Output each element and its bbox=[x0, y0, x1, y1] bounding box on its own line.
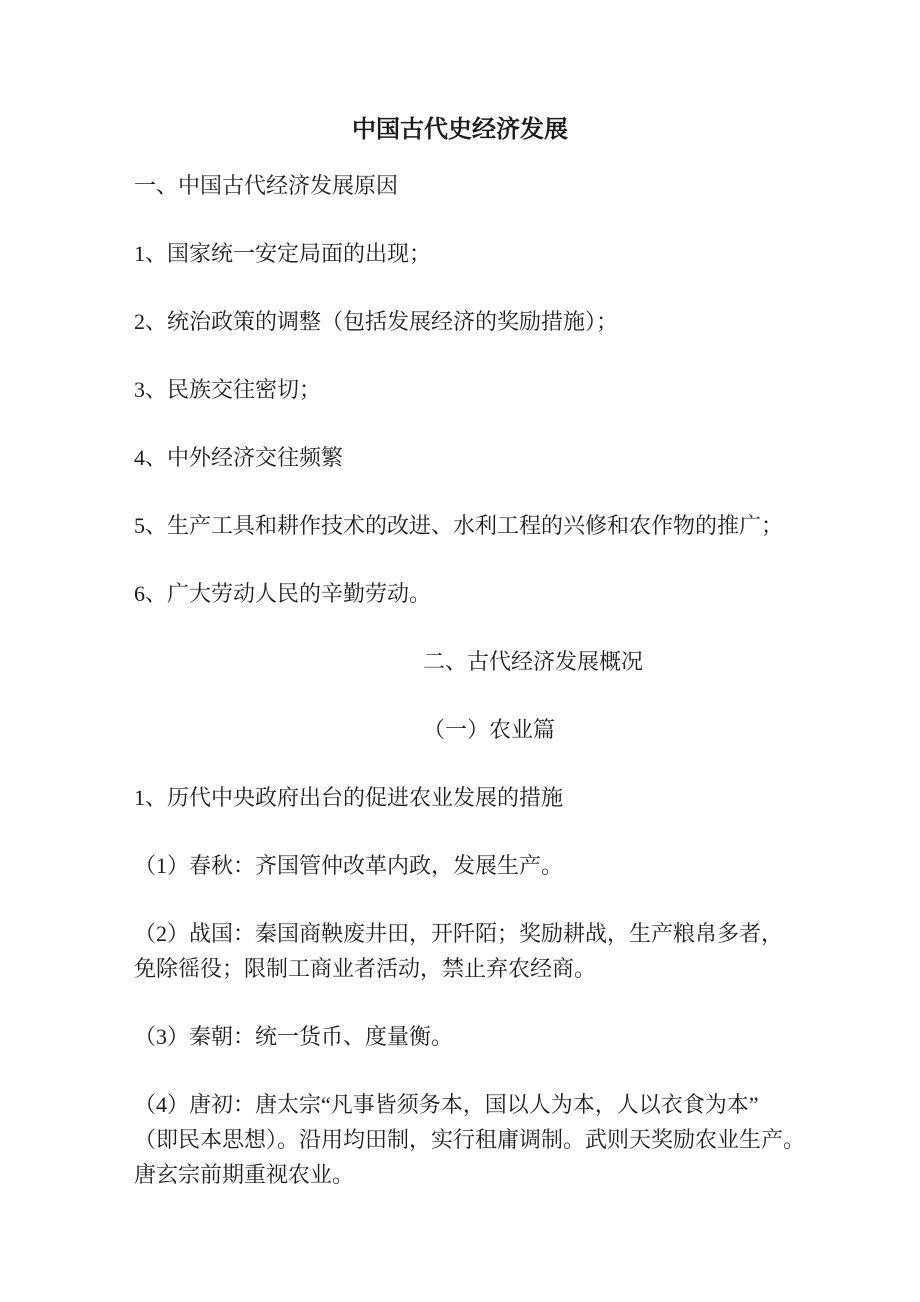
text-line: 2、统治政策的调整（包括发展经济的奖励措施）； bbox=[134, 309, 619, 334]
text-line: 唐玄宗前期重视农业。 bbox=[134, 1162, 355, 1187]
text-line: 5、生产工具和耕作技术的改进、水利工程的兴修和农作物的推广； bbox=[134, 513, 784, 538]
measure-item-3-qinchao bbox=[134, 1019, 786, 1054]
subsection-heading-agriculture bbox=[134, 712, 786, 747]
reason-item-4 bbox=[134, 440, 786, 475]
reason-item-5 bbox=[134, 508, 786, 543]
text-line: （2）战国：秦国商鞅废井田，开阡陌；奖励耕战，生产粮帛多者， bbox=[134, 921, 784, 946]
text-line: 3、民族交往密切； bbox=[134, 377, 322, 402]
text-line: 一、中国古代经济发展原因 bbox=[134, 173, 399, 198]
text-line: （3）秦朝：统一货币、度量衡。 bbox=[134, 1024, 454, 1049]
text-line: 二、古代经济发展概况 bbox=[423, 649, 644, 674]
reason-item-3 bbox=[134, 372, 786, 407]
text-line: （即民本思想）。沿用均田制，实行租庸调制。武则天奖励农业生产。 bbox=[134, 1127, 806, 1152]
document-title: 中国古代史经济发展 bbox=[352, 117, 568, 143]
measure-item-1-chunqiu bbox=[134, 848, 786, 883]
text-line: 1、历代中央政府出台的促进农业发展的措施 bbox=[134, 785, 564, 810]
text-line: （一）农业篇 bbox=[423, 717, 556, 742]
reason-item-2 bbox=[134, 304, 786, 339]
text-line: （4）唐初：唐太宗“凡事皆须务本，国以人为本，人以衣食为本” bbox=[134, 1092, 759, 1117]
text-line: （1）春秋：齐国管仲改革内政，发展生产。 bbox=[134, 853, 564, 878]
measure-item-4-tangchu bbox=[134, 1087, 806, 1192]
text-line: 4、中外经济交往频繁 bbox=[134, 445, 344, 470]
reason-item-1 bbox=[134, 236, 786, 271]
section-heading-overview bbox=[134, 644, 786, 679]
text-line: 免除徭役；限制工商业者活动，禁止弃农经商。 bbox=[134, 956, 597, 981]
text-line: 6、广大劳动人民的辛勤劳动。 bbox=[134, 581, 432, 606]
measure-item-2-zhanguo bbox=[134, 916, 786, 986]
section-heading-reasons bbox=[134, 168, 786, 203]
topic-heading-measures bbox=[134, 780, 786, 815]
reason-item-6 bbox=[134, 576, 786, 611]
text-line: 1、国家统一安定局面的出现； bbox=[134, 241, 432, 266]
